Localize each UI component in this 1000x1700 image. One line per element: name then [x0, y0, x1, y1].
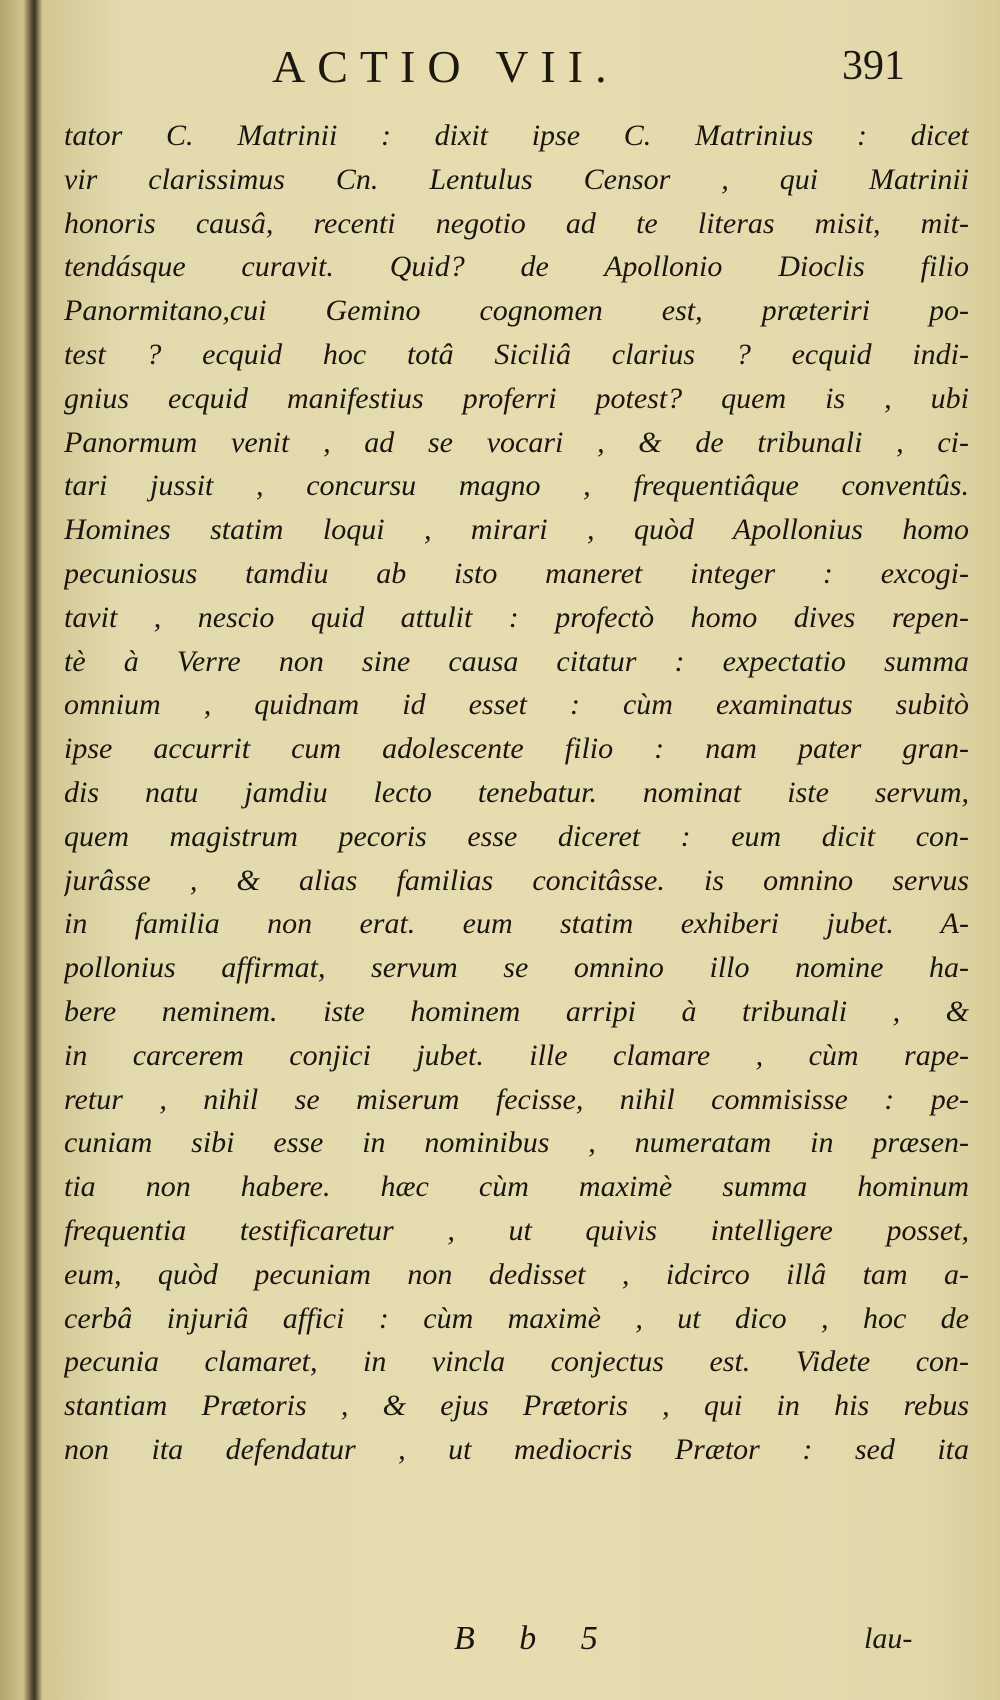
book-binding-edge — [0, 0, 42, 1700]
signature-mark: B b 5 — [454, 1620, 616, 1657]
body-text — [64, 114, 969, 1472]
text-line: stantiam Prætoris , & ejus Prætoris , qui in his rebus — [64, 1389, 969, 1423]
text-line: tator C. Matrinii : dixit ipse C. Matrinius : dicet — [64, 119, 969, 152]
text-line: cerbâ injuriâ affici : cùm maximè , ut dico , hoc de — [64, 1301, 969, 1335]
text-line: test ? ecquid hoc totâ Siciliâ clarius ? ecquid indi- — [64, 337, 969, 371]
text-line: frequentia testificaretur , ut quivis intelligere posset, — [64, 1213, 969, 1247]
text-line: in carcerem conjici jubet. ille clamare , cùm rape- — [64, 1038, 969, 1072]
text-line: vir clarissimus Cn. Lentulus Censor , qui Matrinii — [64, 162, 969, 196]
text-line: tavit , nescio quid attulit : profectò homo dives repen- — [64, 600, 969, 634]
text-line: cuniam sibi esse in nominibus , numeratam in præsen- — [64, 1126, 969, 1160]
running-title: ACTIO VII. — [272, 41, 619, 92]
text-line: quem magistrum pecoris esse diceret : eum dicit con- — [64, 819, 969, 853]
page-number: 391 — [842, 43, 905, 89]
text-line: bere neminem. iste hominem arripi à tribunali , & — [64, 994, 969, 1028]
text-line: Panormitano,cui Gemino cognomen est, præteriri po- — [64, 294, 969, 328]
text-line: eum, quòd pecuniam non dedisset , idcirco illâ tam a- — [64, 1257, 969, 1291]
text-line: gnius ecquid manifestius proferri potest? quem is , ubi — [64, 381, 969, 415]
page-footer — [42, 1620, 1000, 1670]
text-line: tari jussit , concursu magno , frequentiâque conventûs. — [64, 469, 969, 503]
text-line: ipse accurrit cum adolescente filio : nam pater gran- — [64, 732, 969, 766]
text-line: tè à Verre non sine causa citatur : expectatio summa — [64, 644, 969, 678]
text-line: pecunia clamaret, in vincla conjectus est. Videte con- — [64, 1345, 969, 1379]
text-line: honoris causâ, recenti negotio ad te literas misit, mit- — [64, 206, 969, 240]
text-line: in familia non erat. eum statim exhiberi jubet. A- — [64, 907, 969, 941]
text-line: non ita defendatur , ut mediocris Prætor : sed ita — [64, 1432, 969, 1466]
text-line: dis natu jamdiu lecto tenebatur. nominat iste servum, — [64, 775, 969, 809]
text-line: retur , nihil se miserum fecisse, nihil commisisse : pe- — [64, 1082, 969, 1116]
text-line: tendásque curavit. Quid? de Apollonio Dioclis filio — [64, 250, 969, 284]
book-page — [42, 0, 1000, 1700]
text-line: pollonius affirmat, servum se omnino illo nomine ha- — [64, 951, 969, 985]
page-header — [42, 40, 1000, 110]
text-line: jurâsse , & alias familias concitâsse. is omnino servus — [64, 863, 969, 897]
text-line: tia non habere. hæc cùm maximè summa hominum — [64, 1170, 969, 1204]
catchword: lau- — [864, 1622, 913, 1655]
text-line: omnium , quidnam id esset : cùm examinatus subitò — [64, 688, 969, 722]
text-line: Panormum venit , ad se vocari , & de tribunali , ci- — [64, 425, 969, 459]
text-line: pecuniosus tamdiu ab isto maneret integer : excogi- — [64, 556, 969, 590]
text-line: Homines statim loqui , mirari , quòd Apollonius homo — [64, 513, 969, 547]
